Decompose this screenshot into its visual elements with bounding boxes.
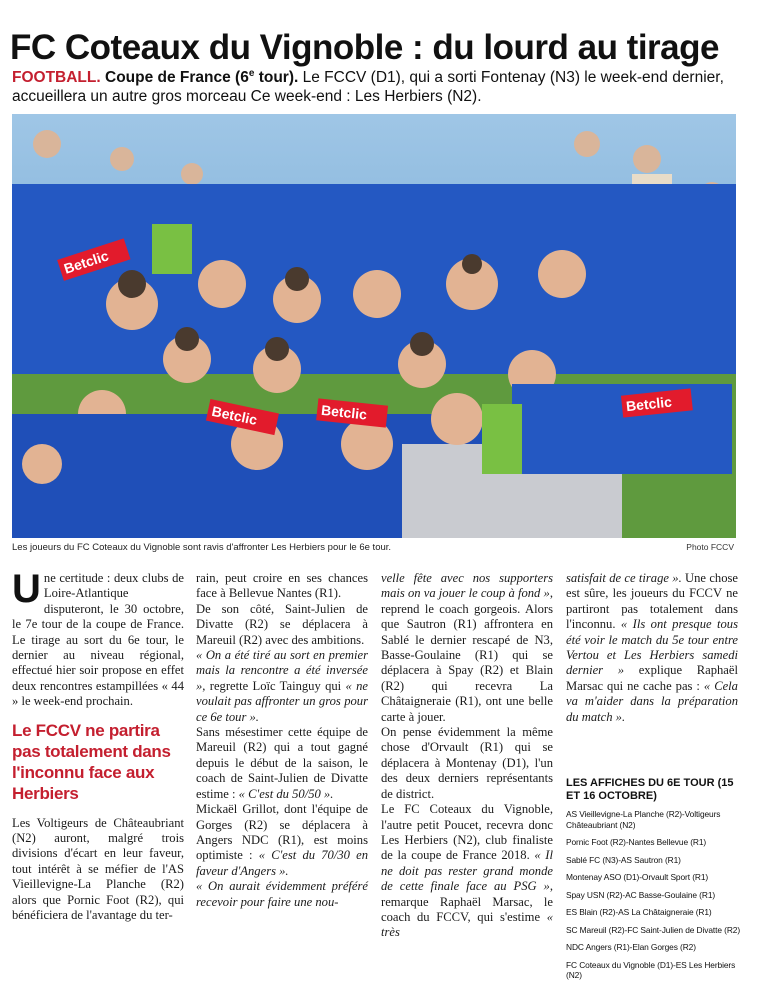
fixture-item: Montenay ASO (D1)-Orvault Sport (R1) bbox=[566, 872, 709, 882]
sponsor-patch-3: Betclic bbox=[320, 401, 368, 423]
paragraph: De son côté, Saint-Julien de Divatte (R2) se déplacera à Mareuil (R2) avec des ambitions. bbox=[196, 601, 368, 647]
paragraph-intro: Une certitude : deux clubs de Loire-Atlantique disputeront, le 30 octobre, le 7e tour de la coupe de France. Le tirage au sort du 6e tour, le dernier au niveau régional, effectué hier soir propose en effet deux rencontres estampillées « 44 » le week-end prochain. bbox=[12, 567, 184, 709]
fixture-item: Pornic Foot (R2)-Nantes Bellevue (R1) bbox=[566, 837, 707, 847]
sponsor-patch-4: Betclic bbox=[625, 393, 673, 415]
photo-caption: Les joueurs du FC Coteaux du Vignoble sont ravis d'affronter Les Herbiers pour le 6e tour. bbox=[12, 542, 392, 553]
sponsor-patch-1: Betclic bbox=[61, 247, 111, 277]
deck-competition: Coupe de France (6e tour). bbox=[105, 67, 299, 86]
deck bbox=[12, 68, 752, 106]
fixtures-box bbox=[566, 777, 742, 988]
drop-cap: U bbox=[12, 567, 41, 611]
paragraph-quote: « On aurait évidemment préféré recevoir pour faire une nou- bbox=[196, 879, 368, 909]
fixtures-list bbox=[566, 809, 742, 981]
paragraph: On pense évidemment la même chose d'Orvault (R1) qui se déplacera à Montenay (D1), l'un des deux derniers représentants de district. bbox=[381, 725, 553, 801]
paragraph: Le FC Coteaux du Vignoble, l'autre petit Poucet, recevra donc Les Herbiers (N2), club finaliste de la coupe de France 2018. « Il ne doit pas rester grand monde de cette finale face au PSG », remarque Raphaël Marsac, le coach du FCCV, qui s'estime « très bbox=[381, 802, 553, 940]
deck-kicker: FOOTBALL. bbox=[12, 69, 101, 86]
article-column-1 bbox=[12, 567, 184, 924]
paragraph: rain, peut croire en ses chances face à Bellevue Nantes (R1). bbox=[196, 571, 368, 601]
fixture-item: Sablé FC (N3)-AS Sautron (R1) bbox=[566, 854, 681, 865]
paragraph: Mickaël Grillot, dont l'équipe de Gorges (R2) se déplacera à Angers NDC (R1), est moins optimiste : « C'est du 70/30 en faveur d'Angers ». bbox=[196, 802, 368, 878]
paragraph: Sans mésestimer cette équipe de Mareuil (R2) qui a tout gagné depuis le début de la saison, le coach de Saint-Julien de Divatte estime : « C'est du 50/50 ». bbox=[196, 725, 368, 801]
photo-illustration bbox=[12, 114, 736, 538]
fixtures-title: LES AFFICHES DU 6E TOUR (15 ET 16 OCTOBRE) bbox=[566, 777, 734, 802]
fixture-item: ES Blain (R2)-AS La Châtaigneraie (R1) bbox=[566, 907, 712, 917]
headline: FC Coteaux du Vignoble : du lourd au tirage bbox=[10, 28, 719, 67]
article-column-3 bbox=[381, 571, 553, 941]
paragraph: Les Voltigeurs de Châteaubriant (N2) auront, malgré trois divisions d'écart en leur faveur, tout intérêt à se méfier de l'AS Vieillevigne-La Planche (R2) alors que Pornic Foot (R2), qui bénéficiera de l'avantage du ter- bbox=[12, 815, 184, 923]
paragraph: velle fête avec nos supporters mais on va jouer le coup à fond », reprend le coach gorgeois. Alors que Sautron (R1) affrontera en Sablé le dernier rescapé de N3, Basse-Goulaine (R1) qui se déplacera à Spay (R2) et Blain (R2) qui recevra La Châtaigneraie (R1), ont une belle carte à jouer. bbox=[381, 571, 553, 724]
intertitle: Le FCCV ne partira pas totalement dans l'inconnu face aux Herbiers bbox=[12, 720, 171, 803]
article-column-2 bbox=[196, 571, 368, 910]
deck-text: Le FCCV (D1), qui a sorti Fontenay (N3) le week-end dernier, accueillera un autre gros morceau Ce week-end : Les Herbiers (N2). bbox=[12, 69, 724, 105]
fixture-item: FC Coteaux du Vignoble (D1)-ES Les Herbiers (N2) bbox=[566, 959, 736, 980]
paragraph-quote: « On a été tiré au sort en premier mais la rencontre a été inversée », regrette Loïc Tainguy qui « ne voulait pas affronter un gros pour ce 6e tour ». bbox=[196, 648, 368, 724]
fixture-item: Spay USN (R2)-AC Basse-Goulaine (R1) bbox=[566, 889, 716, 900]
fixture-item: SC Mareuil (R2)-FC Saint-Julien de Divatte (R2) bbox=[566, 924, 741, 935]
paragraph: satisfait de ce tirage ». Une chose est sûre, les joueurs du FCCV ne partiront pas totalement dans l'inconnu. « Ils ont presque tous été voir le match du 5e tour entre Vertou et Les Herbiers samedi dernier » explique Raphaël Marsac qui ne cache pas : « Cela va m'aider dans la préparation du match ». bbox=[566, 571, 739, 724]
fixture-item: NDC Angers (R1)-Elan Gorges (R2) bbox=[566, 942, 696, 952]
team-celebration-photo bbox=[12, 114, 736, 538]
sponsor-patch-2: Betclic bbox=[210, 402, 259, 428]
fixture-item: AS Vieillevigne-La Planche (R2)-Voltigeurs Châteaubriant (N2) bbox=[566, 809, 721, 830]
article-column-4 bbox=[566, 571, 738, 725]
photo-credit: Photo FCCV bbox=[686, 542, 734, 552]
